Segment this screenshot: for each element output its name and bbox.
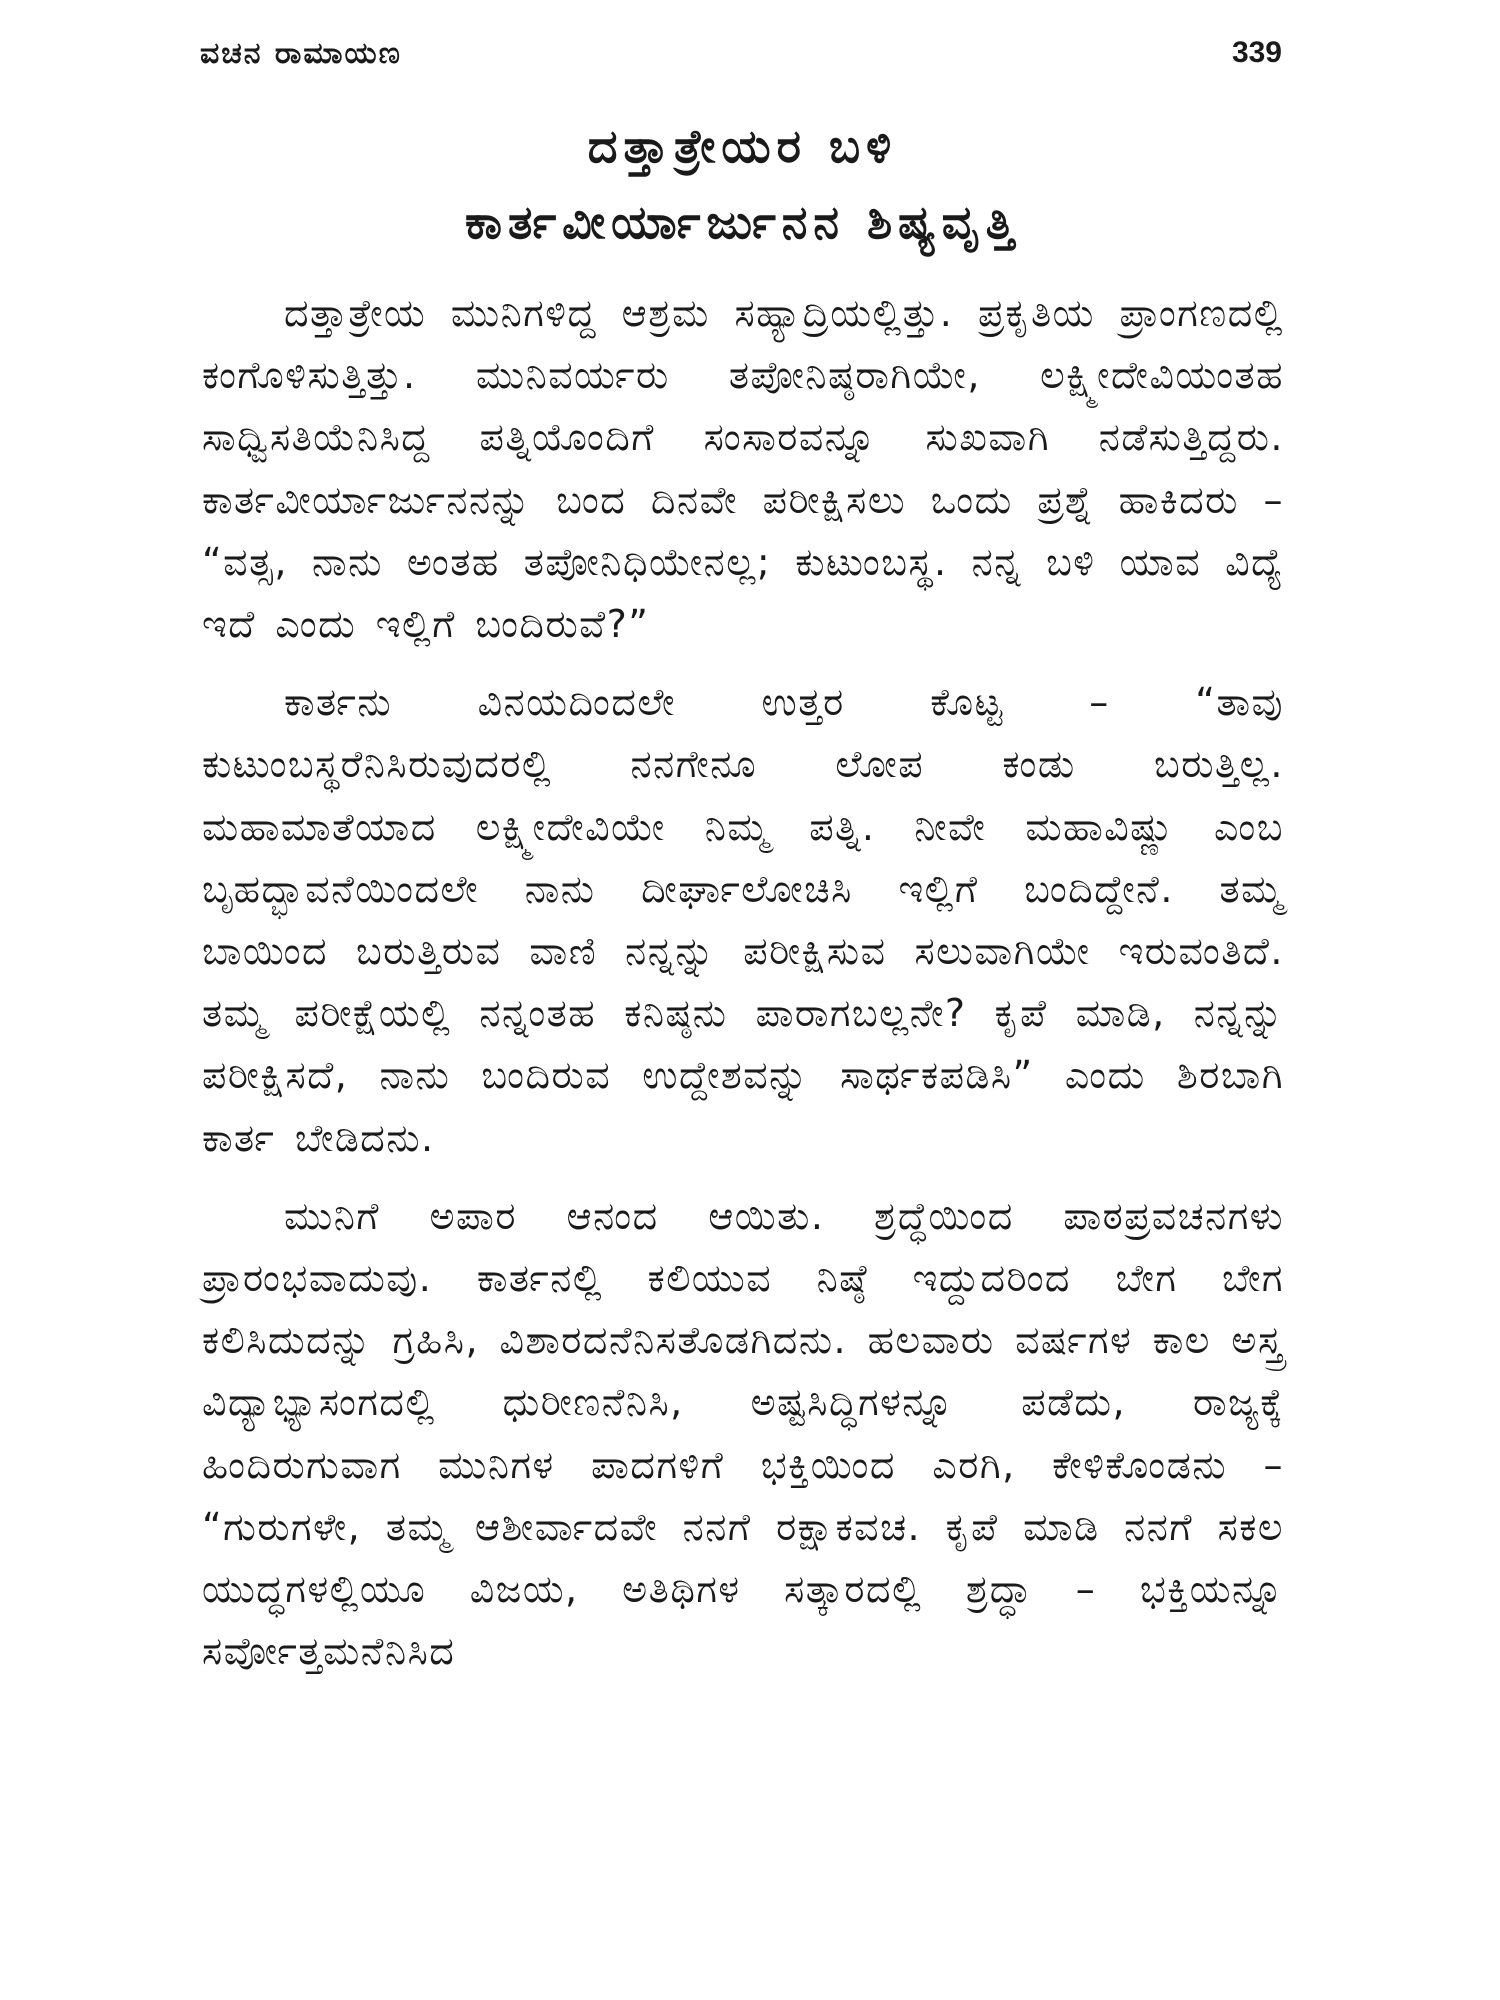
body-text [202,282,1284,1698]
chapter-title-line-2: ಕಾರ್ತವೀರ್ಯಾರ್ಜುನನ ಶಿಷ್ಯವೃತ್ತಿ [465,195,1020,249]
paragraph-3: ಮುನಿಗೆ ಅಪಾರ ಆನಂದ ಆಯಿತು. ಶ್ರದ್ಧೆಯಿಂದ ಪಾಠಪ್ರವಚನಗಳು ಪ್ರಾರಂಭವಾದುವು. ಕಾರ್ತನಲ್ಲಿ ಕಲಿಯುವ ನಿಷ್ಠೆ ಇದ್ದುದರಿಂದ ಬೇಗ ಬೇಗ ಕಲಿಸಿದುದನ್ನು ಗ್ರಹಿಸಿ, ವಿಶಾರದನೆನಿಸತೊಡಗಿದನು. ಹಲವಾರು ವರ್ಷಗಳ ಕಾಲ ಅಸ್ತ್ರ ವಿದ್ಯಾಭ್ಯಾಸಂಗದಲ್ಲಿ ಧುರೀಣನೆನಿಸಿ, ಅಷ್ಟಸಿದ್ಧಿಗಳನ್ನೂ ಪಡೆದು, ರಾಜ್ಯಕ್ಕೆ ಹಿಂದಿರುಗುವಾಗ ಮುನಿಗಳ ಪಾದಗಳಿಗೆ ಭಕ್ತಿಯಿಂದ ಎರಗಿ, ಕೇಳಿಕೊಂಡನು – “ಗುರುಗಳೇ, ತಮ್ಮ ಆಶೀರ್ವಾದವೇ ನನಗೆ ರಕ್ಷಾಕವಚ. ಕೃಪೆ ಮಾಡಿ ನನಗೆ ಸಕಲ ಯುದ್ಧಗಳಲ್ಲಿಯೂ ವಿಜಯ, ಅತಿಥಿಗಳ ಸತ್ಕಾರದಲ್ಲಿ ಶ್ರದ್ಧಾ – ಭಕ್ತಿಯನ್ನೂ ಸರ್ವೋತ್ತಮನೆನಿಸಿದ [202,1193,1284,1674]
paragraph-1: ದತ್ತಾತ್ರೇಯ ಮುನಿಗಳಿದ್ದ ಆಶ್ರಮ ಸಹ್ಯಾದ್ರಿಯಲ್ಲಿತ್ತು. ಪ್ರಕೃತಿಯ ಪ್ರಾಂಗಣದಲ್ಲಿ ಕಂಗೊಳಿಸುತ್ತಿತ್ತು. ಮುನಿವರ್ಯರು ತಪೋನಿಷ್ಠರಾಗಿಯೇ, ಲಕ್ಷ್ಮೀದೇವಿಯಂತಹ ಸಾಧ್ವಿಸತಿಯೆನಿಸಿದ್ದ ಪತ್ನಿಯೊಂದಿಗೆ ಸಂಸಾರವನ್ನೂ ಸುಖವಾಗಿ ನಡೆಸುತ್ತಿದ್ದರು. ಕಾರ್ತವೀರ್ಯಾರ್ಜುನನನ್ನು ಬಂದ ದಿನವೇ ಪರೀಕ್ಷಿಸಲು ಒಂದು ಪ್ರಶ್ನೆ ಹಾಕಿದರು – “ವತ್ಸ, ನಾನು ಅಂತಹ ತಪೋನಿಧಿಯೇನಲ್ಲ; ಕುಟುಂಬಸ್ಥ. ನನ್ನ ಬಳಿ ಯಾವ ವಿದ್ಯೆ ಇದೆ ಎಂದು ಇಲ್ಲಿಗೆ ಬಂದಿರುವೆ?” [202,291,1284,647]
chapter-title [200,108,1285,260]
chapter-title-line-1: ದತ್ತಾತ್ರೇಯರ ಬಳಿ [587,119,898,173]
running-head: ವಚನ ರಾಮಾಯಣ [200,36,402,71]
page-number: 339 [1231,36,1282,69]
paragraph-2: ಕಾರ್ತನು ವಿನಯದಿಂದಲೇ ಉತ್ತರ ಕೊಟ್ಟ – “ತಾವು ಕುಟುಂಬಸ್ಥರೆನಿಸಿರುವುದರಲ್ಲಿ ನನಗೇನೂ ಲೋಪ ಕಂಡು ಬರುತ್ತಿಲ್ಲ. ಮಹಾಮಾತೆಯಾದ ಲಕ್ಷ್ಮೀದೇವಿಯೇ ನಿಮ್ಮ ಪತ್ನಿ. ನೀವೇ ಮಹಾವಿಷ್ಣು ಎಂಬ ಬೃಹದ್ಭಾವನೆಯಿಂದಲೇ ನಾನು ದೀರ್ಘಾಲೋಚಿಸಿ ಇಲ್ಲಿಗೆ ಬಂದಿದ್ದೇನೆ. ತಮ್ಮ ಬಾಯಿಂದ ಬರುತ್ತಿರುವ ವಾಣಿ ನನ್ನನ್ನು ಪರೀಕ್ಷಿಸುವ ಸಲುವಾಗಿಯೇ ಇರುವಂತಿದೆ. ತಮ್ಮ ಪರೀಕ್ಷೆಯಲ್ಲಿ ನನ್ನಂತಹ ಕನಿಷ್ಠನು ಪಾರಾಗಬಲ್ಲನೇ? ಕೃಪೆ ಮಾಡಿ, ನನ್ನನ್ನು ಪರೀಕ್ಷಿಸದೆ, ನಾನು ಬಂದಿರುವ ಉದ್ದೇಶವನ್ನು ಸಾರ್ಥಕಪಡಿಸಿ” ಎಂದು ಶಿರಬಾಗಿ ಕಾರ್ತ ಬೇಡಿದನು. [202,680,1284,1160]
